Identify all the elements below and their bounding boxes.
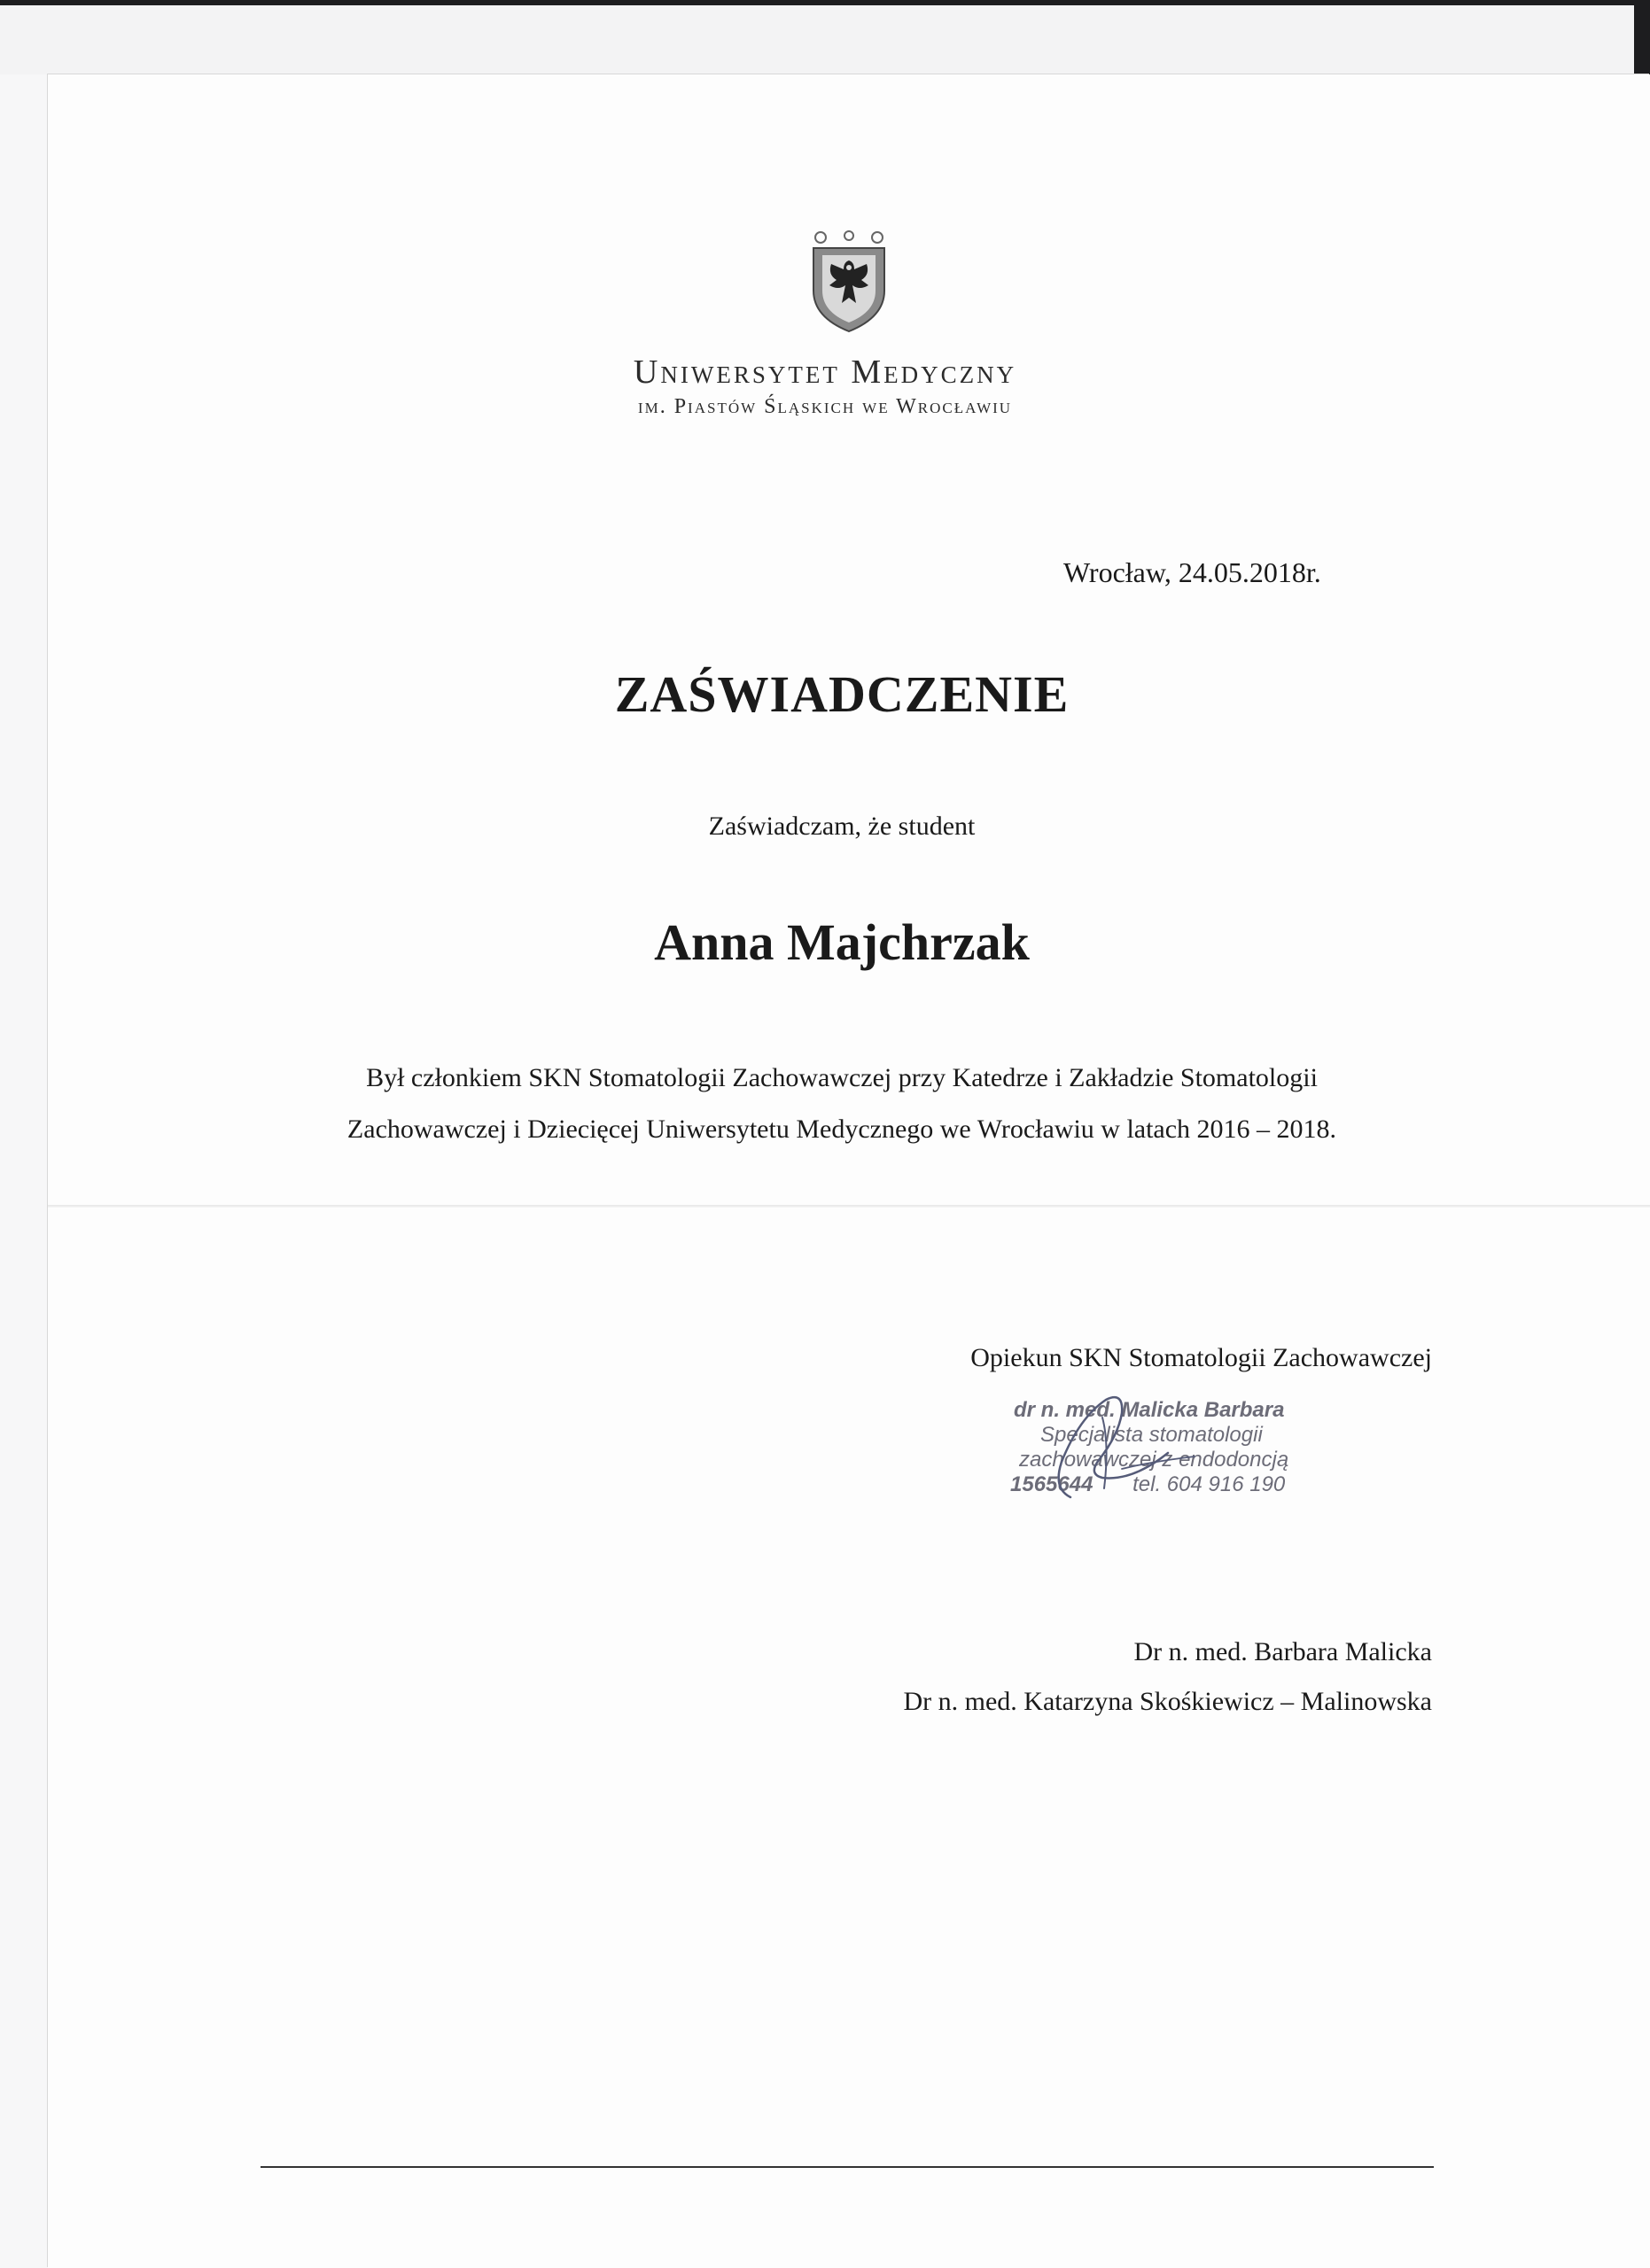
body-line-2: Zachowawczej i Dziecięcej Uniwersytetu Medycznego we Wrocławiu w latach 2016 – 2018.: [346, 1115, 1337, 1144]
body-paragraph: [266, 1052, 1418, 1155]
stamp-line-1: dr n. med. Malicka Barbara: [1014, 1398, 1285, 1422]
supervisor-title: Opiekun SKN Stomatologii Zachowawczej: [970, 1343, 1432, 1372]
university-name: Uniwersytet Medyczny: [633, 353, 1017, 391]
scan-background: [0, 0, 1650, 74]
paper-fold-line: [48, 1205, 1650, 1208]
university-subtitle: im. Piastów Śląskich we Wrocławiu: [637, 395, 1013, 418]
body-line-1: Był członkiem SKN Stomatologii Zachowawczej przy Katedrze i Zakładzie Stomatologii: [366, 1063, 1318, 1092]
document-title: ZAŚWIADCZENIE: [614, 665, 1070, 723]
intro-text: Zaświadczam, że student: [708, 812, 976, 841]
signatory-2: Dr n. med. Katarzyna Skośkiewicz – Malinowska: [903, 1687, 1432, 1716]
stamp-line-3: zachowawczej z endodoncją: [1019, 1448, 1289, 1472]
stamp-phone: tel. 604 916 190: [1132, 1472, 1286, 1496]
signatory-1: Dr n. med. Barbara Malicka: [1133, 1637, 1432, 1666]
scan-right-edge: [1634, 0, 1650, 85]
eagle-crest-icon: [805, 229, 893, 335]
scan-top-edge: [0, 0, 1650, 5]
stamp-line-2: Specjalista stomatologii: [1040, 1423, 1263, 1447]
date-line: Wrocław, 24.05.2018r.: [1063, 556, 1321, 588]
footer-rule: [261, 2166, 1434, 2168]
stamp-number: 1565644: [1010, 1472, 1094, 1496]
student-name: Anna Majchrzak: [654, 913, 1030, 971]
handwritten-signature: [1017, 1364, 1230, 1524]
